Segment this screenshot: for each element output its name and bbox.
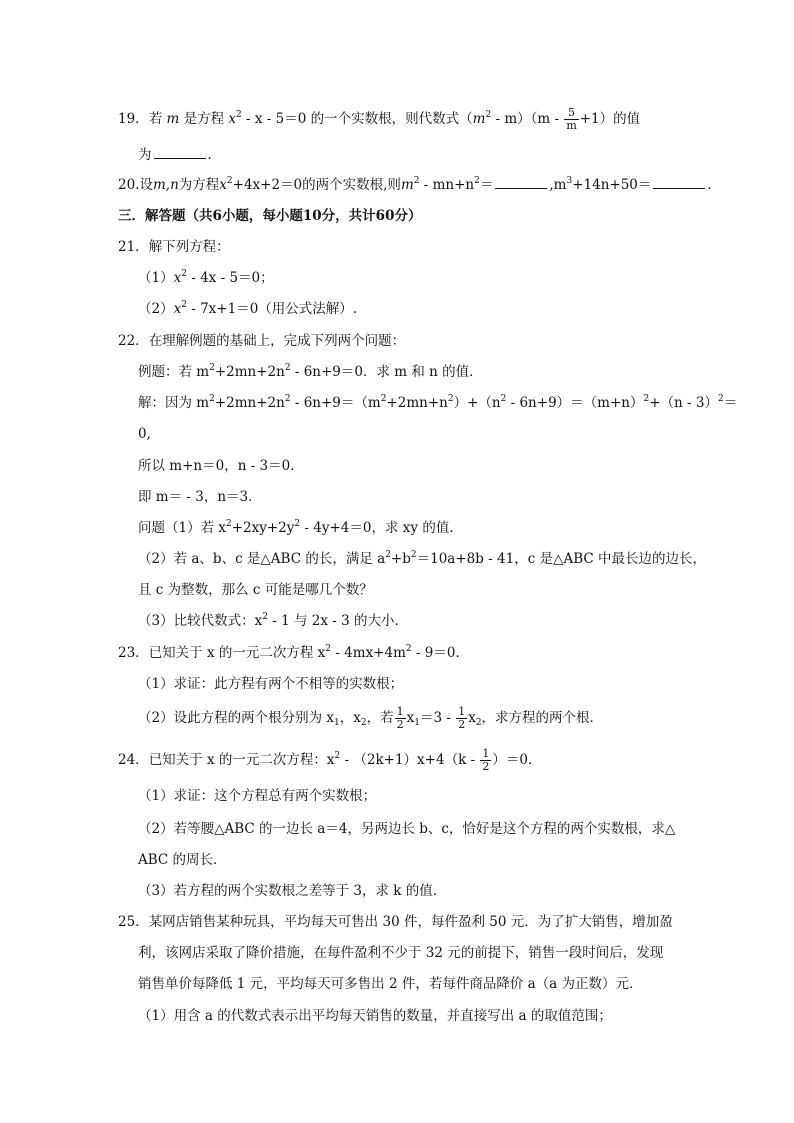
question-number: 24． — [118, 752, 149, 768]
question-22-so: 所以 m+n＝0，n - 3＝0． — [138, 458, 304, 474]
question-25-part1: （1）用含 a 的代数式表示出平均每天销售的数量，并直接写出 a 的取值范围； — [138, 1008, 612, 1024]
question-24-part3: （3）若方程的两个实数根之差等于 3，求 k 的值． — [138, 883, 447, 899]
question-number: 20. — [118, 177, 140, 193]
fraction: $\frac{1}{2}$ — [482, 747, 490, 773]
question-22-solution-cont: 0, — [138, 426, 151, 442]
question-22-example: 例题：若 $m^2+2mn+2n^2 - 6n+9=0$．求 m 和 n 的值． — [138, 363, 483, 380]
question-22-part1: 问题（1）若 $x^2+2xy+2y^2 - 4y+4=0$，求 xy 的值． — [138, 519, 463, 536]
fraction: $\frac{1}{2}$ — [458, 705, 466, 731]
answer-blank — [653, 176, 705, 189]
question-20: 20.设m,n为方程$x^2+4x+2=0$的两个实数根,则$m^2 - mn+n^2= ,m^3+14n+50=$ . — [118, 176, 712, 193]
question-22-thus: 即 m＝ - 3，n＝3． — [138, 489, 262, 505]
question-22-title: 22．在理解例题的基础上，完成下列两个问题： — [118, 333, 406, 349]
question-19-line1: 19．若 m 是方程 $x^2 - x - 5=0$ 的一个实数根，则代数式$(m^2 - m)(m$ - $\frac{5}{m}$ +1）的值 — [118, 106, 641, 132]
question-22-solution: 解：因为 $m^2+2mn+2n^2 - 6n+9=(m^2+2mn+n^2)+(n^2 - 6n+9)=(m+n)^2+(n - 3)^2=$ — [138, 394, 738, 411]
question-number: 22． — [118, 333, 149, 349]
question-22-part2: （2）若 a、b、c 是△ABC 的长，满足 $a^2+b^2=10a+8b - 41$，c 是△ABC 中最长边的边长， — [138, 550, 706, 567]
question-23-part1: （1）求证：此方程有两个不相等的实数根； — [138, 676, 404, 692]
question-number: 25． — [118, 914, 149, 930]
question-number: 21． — [118, 239, 149, 255]
question-21-part1: $(1)x^2 - 4x - 5=0$； — [138, 269, 274, 286]
question-25-line1: 25．某网店销售某种玩具，平均每天可售出 30 件，每件盈利 50 元．为了扩大销售，增加盈 — [118, 914, 673, 930]
question-22-part3: （3）比较代数式：$x^2 - 1$ 与 2x - 3 的大小． — [138, 612, 408, 629]
fraction: $\frac{1}{2}$ — [396, 705, 404, 731]
question-number: 23． — [118, 645, 149, 661]
question-21-title: 21．解下列方程： — [118, 239, 230, 255]
question-24-part1: （1）求证：这个方程总有两个实数根； — [138, 788, 377, 804]
question-23-title: 23．已知关于 x 的一元二次方程 $x^2 - 4mx+4m^2 - 9=0$． — [118, 644, 469, 661]
question-23-part2: （2）设此方程的两个根分别为 $x_1$，$x_2$，若 $\frac{1}{2}$ $x_1=3$ - $\frac{1}{2}$ $x_2$，求方程的两个根． — [138, 705, 604, 731]
fraction: $\frac{5}{m}$ — [566, 106, 577, 132]
section-heading: 三．解答题（共6小题，每小题10分，共计60分） — [118, 208, 422, 224]
question-21-part2: $(2)x^2 - 7x+1=0$（用公式法解）. — [138, 300, 358, 317]
answer-blank — [154, 146, 206, 159]
question-24-title: 24．已知关于 x 的一元二次方程：$x^2 - (2k+1)x+4(k$ - $\frac{1}{2}$ ）＝0． — [118, 747, 542, 773]
answer-blank — [495, 176, 547, 189]
question-19-line2: 为 . — [138, 147, 212, 163]
question-number: 19． — [118, 111, 149, 127]
question-25-line3: 销售单价每降低 1 元，平均每天可多售出 2 件，若每件商品降价 a（a 为正数）元． — [138, 976, 643, 992]
question-25-line2: 利，该网店采取了降价措施，在每件盈利不少于 32 元的前提下，销售一段时间后，发现 — [138, 945, 664, 961]
question-24-part2-cont: ABC 的周长． — [138, 852, 227, 868]
question-22-part2-cont: 且 c 为整数，那么 c 可能是哪几个数？ — [138, 582, 373, 598]
question-24-part2: （2）若等腰△ABC 的一边长 a＝4，另两边长 b、c，恰好是这个方程的两个实数根，求△ — [138, 821, 676, 837]
